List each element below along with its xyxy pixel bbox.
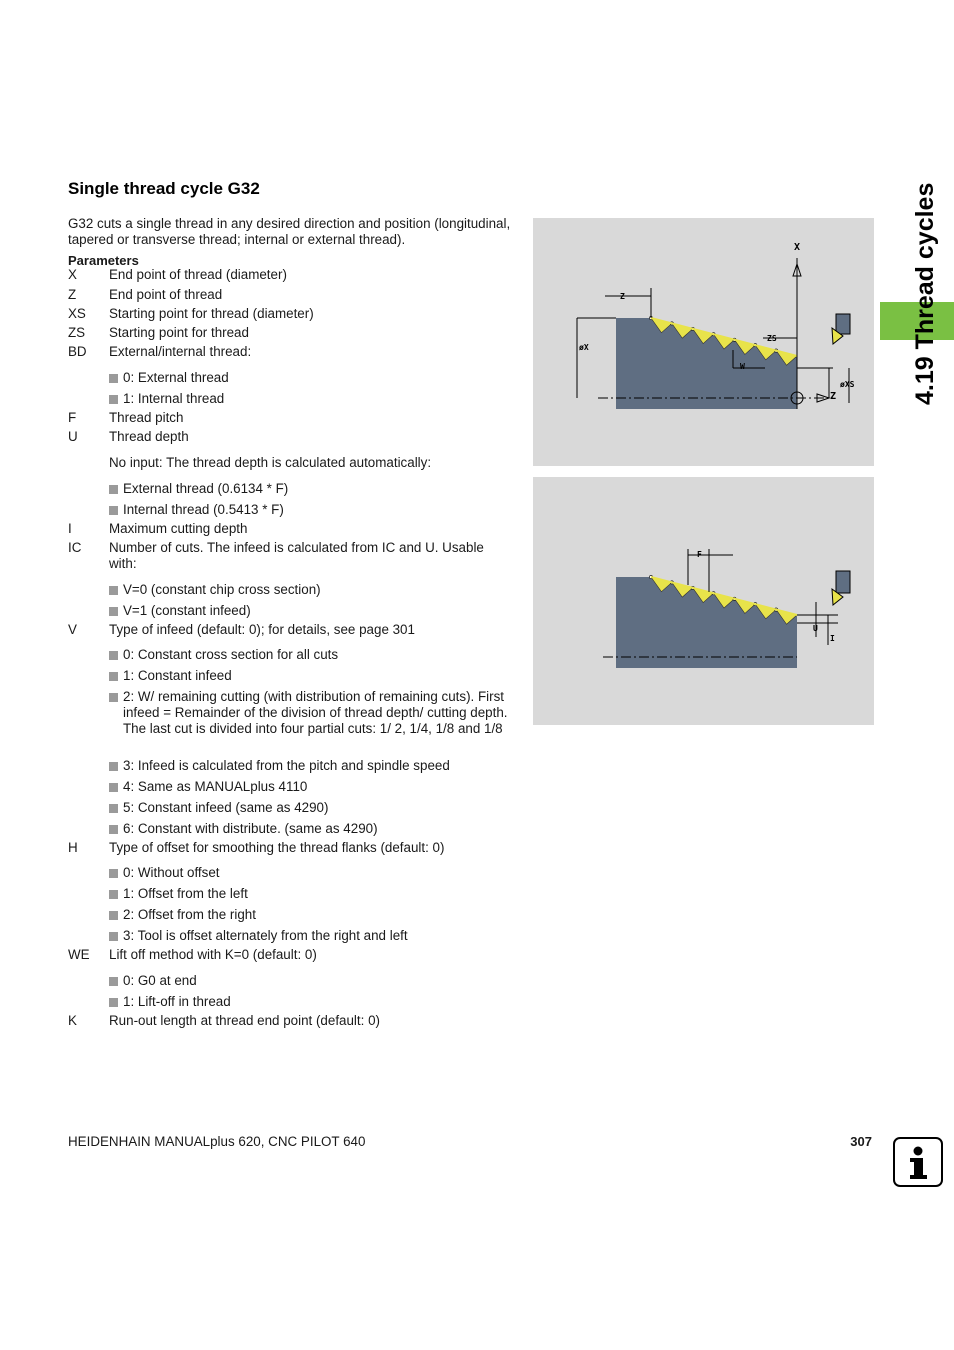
tool-holder (836, 571, 850, 593)
param-description: Run-out length at thread end point (default: 0) (109, 1013, 380, 1028)
bullet-text: 0: External thread (123, 370, 229, 385)
bullet-text: V=0 (constant chip cross section) (123, 582, 321, 597)
param-code: XS (68, 306, 86, 321)
bullet-item (109, 994, 509, 1010)
param-code: U (68, 429, 78, 444)
bullet-text: 2: W/ remaining cutting (with distribution of remaining cuts). First infeed = Remainder of the division of thread depth/ cutting depth. The last cut is divided into four partial cuts: 1/ 2, 1/4, 1/8 and 1/8 (123, 689, 508, 736)
bullet-item (109, 481, 509, 497)
bullet-text: 3: Infeed is calculated from the pitch and spindle speed (123, 758, 450, 773)
bullet-item (109, 502, 509, 518)
param-code: F (68, 410, 77, 425)
label-dxs: øXS (840, 380, 855, 389)
label-u: U (813, 624, 818, 633)
bullet-item (109, 779, 509, 795)
param-code: WE (68, 947, 90, 962)
bullet-item (109, 907, 509, 923)
bullet-text: 5: Constant infeed (same as 4290) (123, 800, 329, 815)
footer-text: HEIDENHAIN MANUALplus 620, CNC PILOT 640 (68, 1134, 366, 1149)
bullet-square-icon (109, 890, 118, 899)
param-note: No input: The thread depth is calculated automatically: (109, 455, 432, 470)
bullet-item (109, 821, 509, 837)
bullet-text: 1: Offset from the left (123, 886, 248, 901)
param-description: Type of offset for smoothing the thread flanks (default: 0) (109, 840, 445, 855)
bullet-item (109, 928, 509, 944)
param-description: Starting point for thread (109, 325, 249, 340)
bullet-text: 1: Internal thread (123, 391, 225, 406)
bullet-square-icon (109, 693, 118, 702)
bullet-item (109, 800, 509, 816)
param-description: Starting point for thread (diameter) (109, 306, 314, 321)
parameters-heading: Parameters (68, 253, 139, 268)
bullet-text: 0: Constant cross section for all cuts (123, 647, 339, 662)
thread-figure-2 (533, 477, 874, 725)
param-description: Type of infeed (default: 0); for details, see page 301 (109, 622, 415, 637)
bullet-item (109, 582, 509, 598)
param-description: Thread pitch (109, 410, 184, 425)
label-w: W (740, 362, 745, 371)
param-description: Lift off method with K=0 (default: 0) (109, 947, 317, 962)
param-code: V (68, 622, 77, 637)
label-z: Z (620, 292, 625, 301)
bullet-text: 2: Offset from the right (123, 907, 256, 922)
param-description: Maximum cutting depth (109, 521, 248, 536)
bullet-text: 1: Lift-off in thread (123, 994, 231, 1009)
bullet-square-icon (109, 607, 118, 616)
thread-diagram-2 (533, 477, 874, 725)
section-title: Single thread cycle G32 (68, 179, 260, 198)
bullet-text: 1: Constant infeed (123, 668, 232, 683)
bullet-square-icon (109, 977, 118, 986)
page-number: 307 (850, 1134, 872, 1149)
label-dx: øX (579, 343, 589, 352)
bullet-square-icon (109, 651, 118, 660)
param-description: End point of thread (diameter) (109, 267, 287, 282)
bullet-item (109, 647, 509, 663)
chapter-title: 4.19 Thread cycles (911, 182, 939, 405)
intro-paragraph: G32 cuts a single thread in any desired direction and position (longitudinal, tapered or transverse thread; internal or external thread). (68, 216, 511, 247)
bullet-text: Internal thread (0.5413 * F) (123, 502, 284, 517)
bullet-text: 3: Tool is offset alternately from the right and left (123, 928, 408, 943)
bullet-item (109, 391, 509, 407)
bullet-square-icon (109, 672, 118, 681)
bullet-square-icon (109, 374, 118, 383)
param-code: H (68, 840, 78, 855)
bullet-item (109, 603, 509, 619)
thread-figure-1 (533, 218, 874, 466)
bullet-square-icon (109, 998, 118, 1007)
bullet-text: V=1 (constant infeed) (123, 603, 251, 618)
param-description: Thread depth (109, 429, 189, 444)
bullet-text: 4: Same as MANUALplus 4110 (123, 779, 308, 794)
param-description: End point of thread (109, 287, 223, 302)
tool-holder (836, 314, 850, 334)
bullet-square-icon (109, 932, 118, 941)
bullet-square-icon (109, 485, 118, 494)
bullet-item (109, 865, 509, 881)
param-code: BD (68, 344, 87, 359)
label-zs: ZS (767, 334, 777, 343)
bullet-square-icon (109, 869, 118, 878)
param-description: Number of cuts. The infeed is calculated from IC and U. Usable with: (109, 540, 484, 571)
bullet-text: 0: Without offset (123, 865, 220, 880)
param-code: Z (68, 287, 77, 302)
bullet-square-icon (109, 586, 118, 595)
bullet-item (109, 758, 509, 774)
param-description: External/internal thread: (109, 344, 252, 359)
bullet-square-icon (109, 825, 118, 834)
bullet-item (109, 689, 509, 737)
bullet-text: 0: G0 at end (123, 973, 197, 988)
param-code: IC (68, 540, 82, 555)
bullet-square-icon (109, 783, 118, 792)
label-x: X (794, 242, 801, 253)
bullet-item (109, 370, 509, 386)
label-z-axis: Z (830, 391, 837, 402)
param-code: X (68, 267, 77, 282)
bullet-square-icon (109, 506, 118, 515)
param-code: K (68, 1013, 77, 1028)
bullet-item (109, 886, 509, 902)
param-code: ZS (68, 325, 86, 340)
bullet-square-icon (109, 395, 118, 404)
bullet-item (109, 973, 509, 989)
bullet-text: 6: Constant with distribute. (same as 4290) (123, 821, 378, 836)
param-code: I (68, 521, 72, 536)
label-i: I (830, 634, 835, 643)
bullet-square-icon (109, 804, 118, 813)
thread-diagram-1 (533, 218, 874, 466)
bullet-text: External thread (0.6134 * F) (123, 481, 289, 496)
label-f: F (697, 550, 702, 559)
bullet-square-icon (109, 911, 118, 920)
bullet-item (109, 668, 509, 684)
bullet-square-icon (109, 762, 118, 771)
info-icon (893, 1137, 943, 1187)
